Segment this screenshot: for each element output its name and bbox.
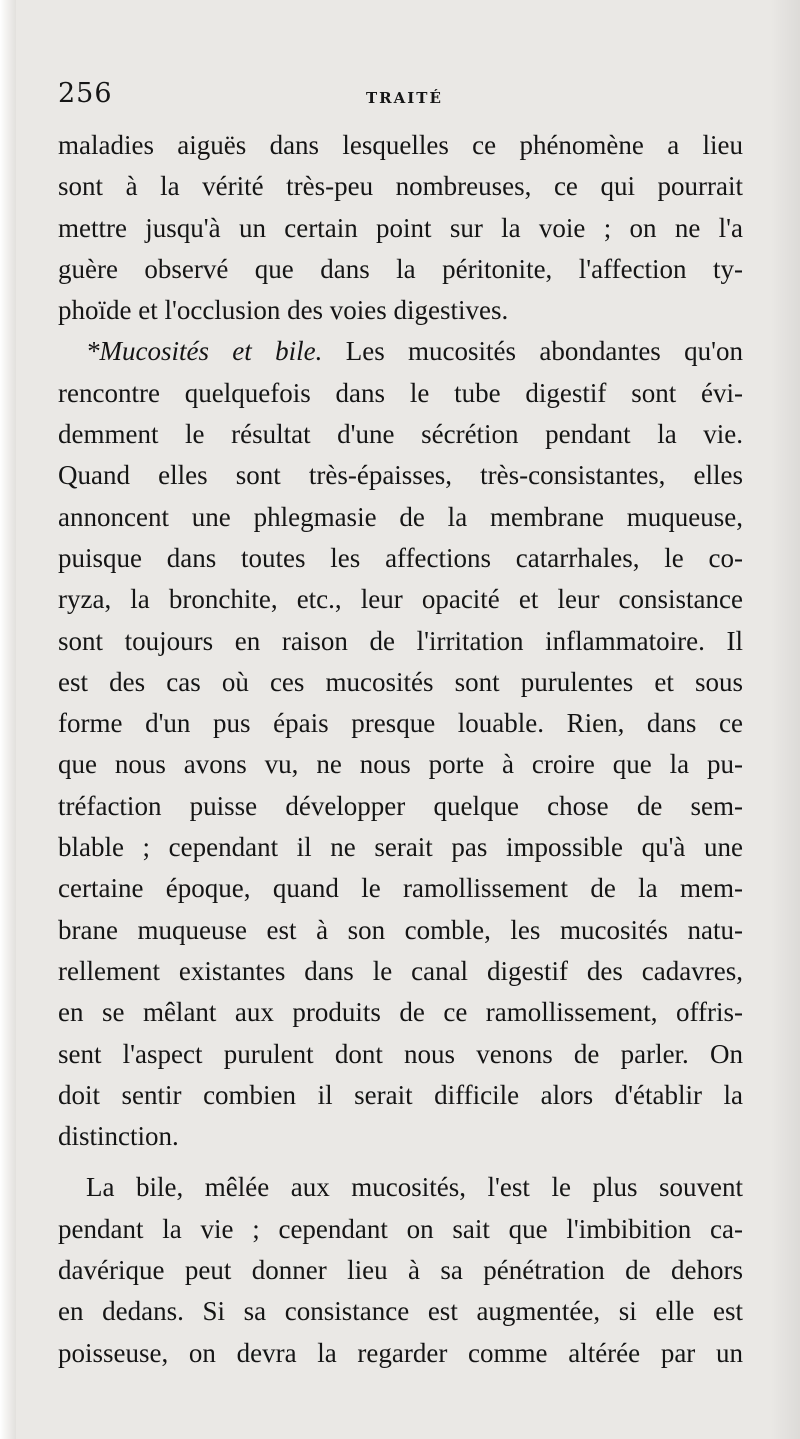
text-line: rellement existantes dans le canal digestif des cadavres, — [58, 955, 743, 986]
paragraph-1 — [58, 125, 743, 331]
text-line: davérique peut donner lieu à sa pénétration de dehors — [58, 1255, 743, 1286]
paragraph-gap — [58, 1157, 743, 1167]
paragraph-3 — [58, 1167, 743, 1373]
text-line: sont à la vérité très-peu nombreuses, ce qui pourrait — [58, 171, 743, 202]
text-line: pendant la vie ; cependant on sait que l'imbibition ca- — [58, 1213, 743, 1244]
text-line: puisque dans toutes les affections catarrhales, le co- — [58, 542, 743, 573]
text-line: rencontre quelquefois dans le tube digestif sont évi- — [58, 377, 743, 408]
text-line: est des cas où ces mucosités sont purulentes et sous — [58, 666, 743, 697]
text-line: sont toujours en raison de l'irritation inflammatoire. Il — [58, 625, 743, 656]
running-head: TRAITÉ — [366, 89, 443, 107]
text-line: doit sentir combien il serait difficile alors d'établir la — [58, 1079, 743, 1110]
text-line: annoncent une phlegmasie de la membrane muqueuse, — [58, 501, 743, 532]
text-line: poisseuse, on devra la regarder comme altérée par un — [58, 1337, 743, 1368]
page-edge-shadow — [770, 0, 800, 1439]
text-line: maladies aiguës dans lesquelles ce phénomène a lieu — [58, 130, 743, 160]
text-line: distinction. — [58, 1121, 179, 1152]
text-line: certaine époque, quand le ramollissement de la mem- — [58, 873, 743, 904]
text-line: phoïde et l'occlusion des voies digestives. — [58, 295, 509, 326]
page-header — [58, 78, 758, 118]
section-title: *Mucosités et bile. — [86, 336, 323, 367]
body-text — [58, 125, 743, 1374]
text-line: en dedans. Si sa consistance est augmentée, si elle est — [58, 1296, 743, 1327]
text-line — [58, 331, 743, 372]
page-gutter — [0, 0, 16, 1439]
text-line: tréfaction puisse développer quelque chose de sem- — [58, 790, 743, 821]
page-number: 256 — [58, 78, 113, 109]
text-line: La bile, mêlée aux mucosités, l'est le plus souvent — [86, 1172, 743, 1203]
text-line: brane muqueuse est à son comble, les mucosités natu- — [58, 914, 743, 945]
text-line: forme d'un pus épais presque louable. Rien, dans ce — [58, 708, 743, 739]
section-first-line: Les mucosités abondantes qu'on — [345, 336, 744, 367]
text-line: sent l'aspect purulent dont nous venons de parler. On — [58, 1038, 743, 1069]
paragraph-2 — [58, 331, 743, 1157]
text-line: Quand elles sont très-épaisses, très-consistantes, elles — [58, 460, 743, 491]
text-line: demment le résultat d'une sécrétion pendant la vie. — [58, 419, 743, 450]
text-line: blable ; cependant il ne serait pas impossible qu'à une — [58, 832, 743, 863]
text-line: que nous avons vu, ne nous porte à croire que la pu- — [58, 749, 743, 780]
text-line: en se mêlant aux produits de ce ramollissement, offris- — [58, 997, 743, 1028]
text-line: mettre jusqu'à un certain point sur la voie ; on ne l'a — [58, 212, 743, 243]
text-line: ryza, la bronchite, etc., leur opacité et leur consistance — [58, 584, 743, 615]
text-line: guère observé que dans la péritonite, l'affection ty- — [58, 253, 743, 284]
